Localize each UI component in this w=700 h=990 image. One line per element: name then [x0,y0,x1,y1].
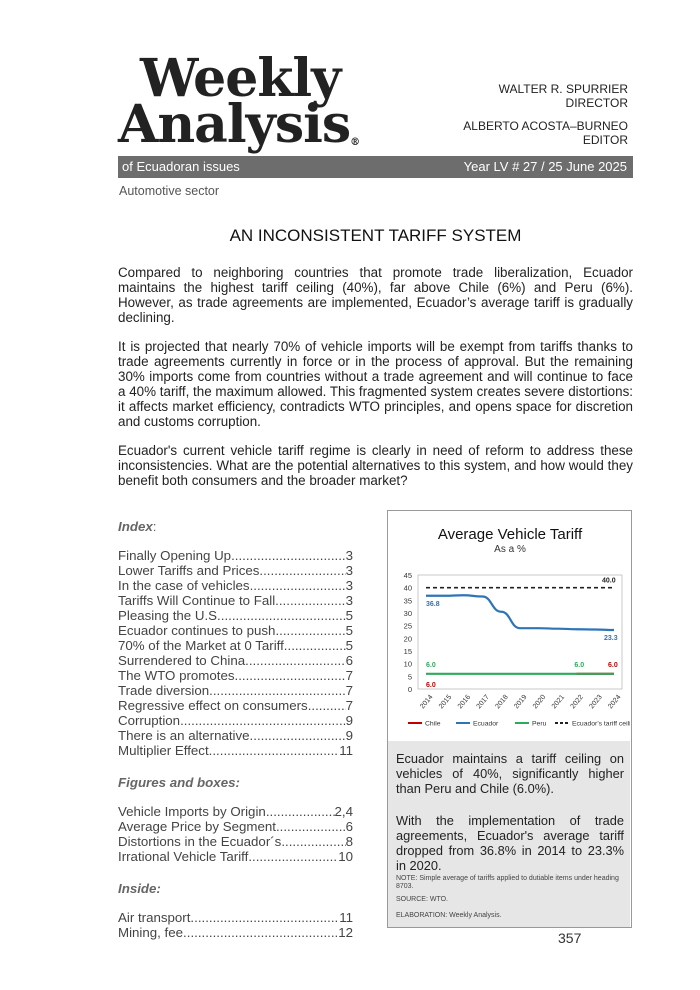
index-leader-dots [266,804,335,819]
index-entry-title: Average Price by Segment [118,819,276,834]
index-entry-title: Air transport. [118,910,195,925]
index-entry-page: 11 [339,910,353,925]
editor-role: EDITOR [582,133,628,147]
index-leader-dots [212,743,339,758]
editor-block [463,119,628,147]
figure-note-paragraph: With the implementation of trade agreements, Ecuador's average tariff dropped from 36.8% in 2014 to 23.3% in 2020. [396,813,624,873]
index-leader-dots [184,713,346,728]
index-entry [118,728,353,743]
x-tick-label: 2023 [588,693,604,711]
plot-frame [418,575,622,689]
figure-note-paragraph: Ecuador maintains a tariff ceiling on vehicles of 40%, significantly higher than Peru and Chile (6.0%). [396,751,624,796]
index-entry-title: Multiplier Effect. [118,743,213,758]
index-entry-page: 7 [345,668,353,683]
y-tick-label: 0 [407,685,412,694]
y-tick-label: 20 [403,634,412,644]
article-body [118,265,633,502]
index-entry [118,743,353,758]
index-leader-dots [235,548,346,563]
index-entry-title: Pleasing the U.S. [118,608,221,623]
y-tick-label: 40 [403,583,412,593]
table-of-contents [118,519,353,940]
x-tick-label: 2016 [456,693,473,711]
index-entry-page: 5 [345,608,353,623]
index-leader-dots [288,638,346,653]
index-list [118,548,353,758]
director-role: DIRECTOR [565,96,628,110]
index-leader-dots [253,728,345,743]
index-entry-title: In the case of vehicles [118,578,250,593]
figure-source: SOURCE: WTO. [396,896,448,903]
index-entry [118,593,353,608]
index-leader-dots [281,834,345,849]
index-entry [118,910,353,925]
index-entry [118,608,353,623]
index-entry [118,804,353,819]
index-entry-title: Lower Tariffs and Prices. [118,563,264,578]
index-entry [118,925,353,940]
index-entry-page: 3 [345,563,353,578]
y-tick-label: 15 [403,647,412,656]
index-entry [118,698,353,713]
data-label: 36.8 [426,600,440,608]
index-leader-dots [221,608,346,623]
chart-area [388,511,630,736]
x-tick-label: 2018 [494,693,510,711]
editor-name: ALBERTO ACOSTA–BURNEO [463,119,628,133]
index-leader-dots [249,653,346,668]
legend-label: Peru [532,720,547,728]
index-entry [118,668,353,683]
index-entry-page: 7 [345,698,353,713]
article-paragraph: Compared to neighboring countries that promote trade liberalization, Ecuador maintains the highest tariff ceiling (40%), far above Chile (6%) and Peru (6%). However, as trade agreements are implemented, Ecuador’s average tariff is gradually declining. [118,265,633,325]
index-entry-page: 8 [345,834,353,849]
x-tick-label: 2022 [569,693,585,711]
figure-notes [388,741,630,927]
index-entry-page: 6 [345,819,353,834]
index-entry-title: Mining, fee. [118,925,187,940]
chart-title: Average Vehicle Tariff [437,526,583,543]
average-vehicle-tariff-chart [388,511,630,736]
x-tick-label: 2014 [419,693,435,711]
y-tick-label: 10 [403,659,412,669]
index-entry-page: 3 [345,548,353,563]
data-label: 6.0 [574,661,585,669]
index-leader-dots [209,683,345,698]
index-leader-dots [263,563,345,578]
index-entry [118,683,353,698]
index-entry [118,819,353,834]
inside-list [118,910,353,940]
index-entry-title: Surrendered to China. [118,653,249,668]
article-paragraph: It is projected that nearly 70% of vehicle imports will be exempt from tariffs thanks to trade agreements currently in force or in the process of approval. But the remaining 30% imports come from countries without a trade agreement and will continue to face a 40% tariff, the maximum allowed. This fragmented system creates severe distortions: it affects market efficiency, contradicts WTO principles, and opens space for discretion and customs corruption. [118,339,633,429]
data-label: 23.3 [604,634,618,642]
data-label: 6.0 [608,661,618,669]
inside-heading: Inside: [118,881,161,896]
index-leader-dots [250,578,346,593]
index-entry-page: 5 [345,623,353,638]
index-entry-title: Vehicle Imports by Origin [118,804,266,819]
director-block [499,82,628,110]
x-tick-label: 2024 [607,693,623,711]
series-line-ecuador [426,595,614,630]
data-label: 6.0 [426,681,436,689]
index-entry-page: 9 [345,713,353,728]
index-entry-page: 7 [345,683,353,698]
index-entry-title: Regressive effect on consumers. [118,698,312,713]
index-leader-dots [235,668,346,683]
index-entry [118,834,353,849]
index-entry [118,548,353,563]
issue-date: Year LV # 27 / 25 June 2025 [463,159,627,174]
section-label: Automotive sector [119,184,220,198]
index-entry [118,563,353,578]
index-entry-page: 10 [338,849,353,864]
y-tick-label: 5 [407,672,412,682]
director-name: WALTER R. SPURRIER [498,82,628,96]
index-entry [118,578,353,593]
index-entry [118,623,353,638]
x-tick-label: 2021 [550,693,567,711]
index-entry-title: Ecuador continues to push [118,623,276,638]
index-entry-page: 5 [345,638,353,653]
index-entry [118,713,353,728]
y-tick-label: 25 [403,621,412,631]
chart-subtitle: As a % [494,544,526,555]
index-leader-dots [275,623,345,638]
index-leader-dots [311,698,345,713]
figures-list [118,804,353,864]
index-entry-title: Finally Opening Up. [118,548,235,563]
data-label: 40.0 [602,577,616,585]
x-tick-label: 2015 [437,693,454,711]
index-entry [118,849,353,864]
index-entry-title: The WTO promotes [118,668,235,683]
legend-label: Chile [425,720,441,728]
band-subtitle: of Ecuadoran issues [122,159,240,174]
index-entry-page: 11 [339,743,353,758]
issue-band [118,156,633,178]
index-entry-title: Corruption. [118,713,184,728]
index-entry-title: Trade diversion [118,683,210,698]
y-tick-label: 30 [403,609,412,618]
index-entry-page: 3 [345,593,353,608]
index-leader-dots [187,925,338,940]
logo-line-1: Weekly [140,48,341,109]
legend-label: Ecuador [473,720,499,728]
logo-line-2: Analysis® [118,93,360,155]
page-number: 357 [558,930,582,946]
index-entry-page: 2,4 [334,804,353,819]
index-leader-dots [248,849,338,864]
figure-elaboration: ELABORATION: Weekly Analysis. [396,912,502,919]
x-tick-label: 2020 [531,693,548,711]
index-leader-dots [194,910,339,925]
index-entry-title: 70% of the Market at 0 Tariff. [118,638,288,653]
y-tick-label: 45 [403,571,412,580]
figure-note: NOTE: Simple average of tariffs applied to dutiable items under heading 8703. [396,875,619,890]
tariff-figure-box [387,510,632,928]
weekly-analysis-logo [118,48,378,155]
index-entry [118,638,353,653]
index-entry-page: 6 [345,653,353,668]
index-entry-page: 9 [345,728,353,743]
index-leader-dots [276,819,346,834]
index-entry-page: 12 [338,925,353,940]
registered-mark: ® [350,136,360,148]
y-tick-label: 35 [403,596,412,606]
legend-label: Ecuador's tariff ceili [572,720,630,728]
data-label: 6.0 [426,661,436,669]
index-entry-title: Tariffs Will Continue to Fall. [118,593,279,608]
index-entry-title: Distortions in the Ecuador´s [118,834,282,849]
article-paragraph: Ecuador's current vehicle tariff regime is clearly in need of reform to address these inconsistencies. What are the potential alternatives to this system, and how would they benefit both consumers and the broader market? [118,443,633,488]
index-entry-title: Irrational Vehicle Tariff [118,849,249,864]
article-title: AN INCONSISTENT TARIFF SYSTEM [229,226,522,245]
index-entry-title: There is an alternative. [118,728,254,743]
x-tick-label: 2019 [513,693,529,711]
figures-heading: Figures and boxes: [118,775,240,790]
index-heading: Index: [118,519,157,534]
index-entry-page: 3 [345,578,353,593]
index-entry [118,653,353,668]
x-tick-label: 2017 [475,693,491,711]
index-leader-dots [279,593,346,608]
